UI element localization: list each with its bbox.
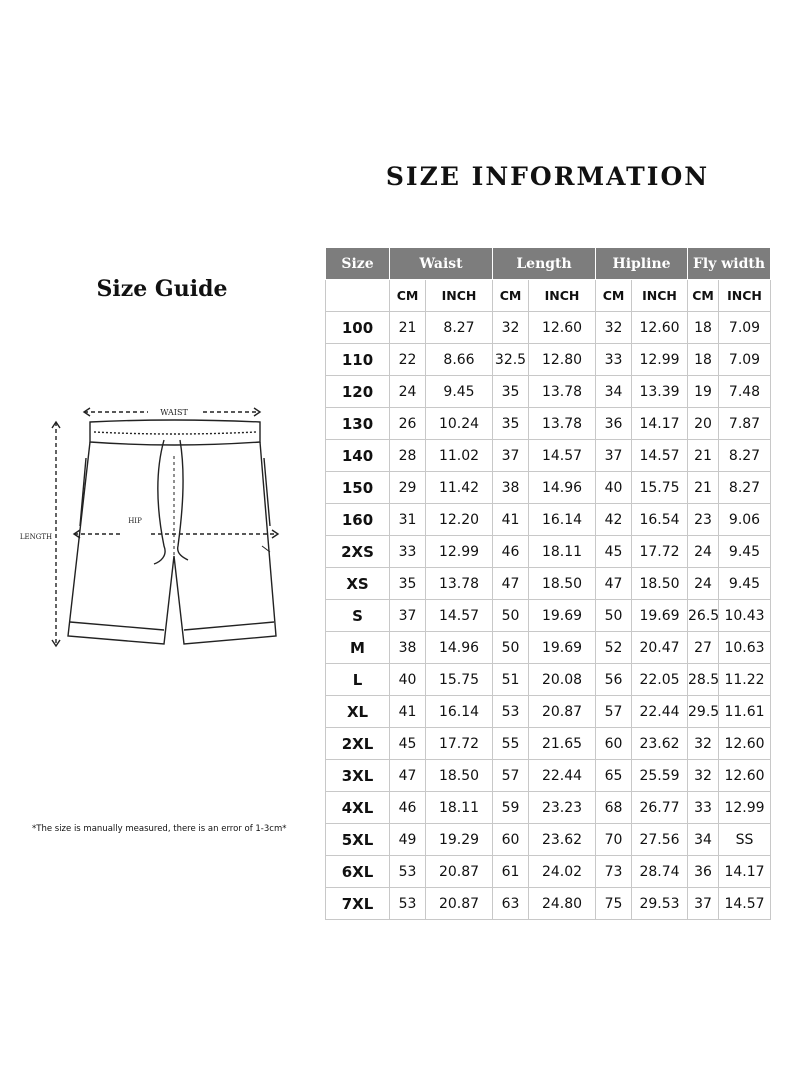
measure-cell: 9.45 <box>426 376 493 408</box>
units-blank-cell <box>326 280 390 312</box>
measure-cell: 12.99 <box>632 344 688 376</box>
measure-cell: 15.75 <box>632 472 688 504</box>
measure-cell: 14.57 <box>426 600 493 632</box>
measure-cell: 17.72 <box>632 536 688 568</box>
size-table <box>325 247 771 920</box>
measure-cell: 35 <box>390 568 426 600</box>
measure-cell: 24 <box>688 568 719 600</box>
measure-cell: 20.87 <box>426 856 493 888</box>
measure-cell: 20.08 <box>529 664 596 696</box>
measure-cell: 24.80 <box>529 888 596 920</box>
size-cell: 130 <box>326 408 390 440</box>
measure-cell: 53 <box>493 696 529 728</box>
measure-cell: 25.59 <box>632 760 688 792</box>
measure-cell: 14.96 <box>529 472 596 504</box>
measure-cell: 13.78 <box>426 568 493 600</box>
size-cell: 2XS <box>326 536 390 568</box>
measure-cell: 42 <box>596 504 632 536</box>
measure-cell: 46 <box>493 536 529 568</box>
measure-cell: 21.65 <box>529 728 596 760</box>
measure-cell: 68 <box>596 792 632 824</box>
measure-cell: 26.77 <box>632 792 688 824</box>
table-row <box>326 504 771 536</box>
table-row <box>326 440 771 472</box>
measure-cell: 24 <box>688 536 719 568</box>
measure-cell: 12.99 <box>719 792 771 824</box>
table-row <box>326 312 771 344</box>
header-waist: Waist <box>390 248 493 280</box>
measure-cell: 12.20 <box>426 504 493 536</box>
measure-cell: 12.80 <box>529 344 596 376</box>
measure-cell: 51 <box>493 664 529 696</box>
measure-cell: 50 <box>493 632 529 664</box>
size-cell: 5XL <box>326 824 390 856</box>
size-cell: 2XL <box>326 728 390 760</box>
measure-cell: 55 <box>493 728 529 760</box>
measure-cell: 18.50 <box>632 568 688 600</box>
table-row <box>326 472 771 504</box>
measure-cell: 21 <box>688 440 719 472</box>
measure-cell: 23 <box>688 504 719 536</box>
measure-cell: 57 <box>596 696 632 728</box>
size-cell: M <box>326 632 390 664</box>
size-table-body <box>326 312 771 920</box>
measure-cell: 18.50 <box>529 568 596 600</box>
measure-cell: 49 <box>390 824 426 856</box>
measure-cell: 9.06 <box>719 504 771 536</box>
measure-cell: 16.14 <box>426 696 493 728</box>
measure-cell: 34 <box>688 824 719 856</box>
measure-cell: 32 <box>596 312 632 344</box>
size-cell: 160 <box>326 504 390 536</box>
measure-cell: 17.72 <box>426 728 493 760</box>
measure-cell: 20.87 <box>426 888 493 920</box>
size-cell: 7XL <box>326 888 390 920</box>
measure-cell: 35 <box>493 376 529 408</box>
size-cell: 120 <box>326 376 390 408</box>
measure-cell: 14.57 <box>632 440 688 472</box>
unit-cell: INCH <box>719 280 771 312</box>
header-length: Length <box>493 248 596 280</box>
measure-cell: 70 <box>596 824 632 856</box>
measure-cell: 47 <box>596 568 632 600</box>
table-row <box>326 888 771 920</box>
measure-cell: 75 <box>596 888 632 920</box>
measure-cell: 9.45 <box>719 568 771 600</box>
measure-cell: 65 <box>596 760 632 792</box>
measure-cell: 29 <box>390 472 426 504</box>
measure-cell: 33 <box>688 792 719 824</box>
table-row <box>326 824 771 856</box>
measure-cell: 23.62 <box>529 824 596 856</box>
measure-cell: 73 <box>596 856 632 888</box>
header-hipline: Hipline <box>596 248 688 280</box>
size-cell: 6XL <box>326 856 390 888</box>
table-row <box>326 696 771 728</box>
measure-cell: 19 <box>688 376 719 408</box>
table-row <box>326 664 771 696</box>
unit-cell: CM <box>390 280 426 312</box>
table-row <box>326 408 771 440</box>
measure-cell: 8.27 <box>426 312 493 344</box>
measure-cell: 14.96 <box>426 632 493 664</box>
measure-cell: 36 <box>596 408 632 440</box>
measure-cell: 28.5 <box>688 664 719 696</box>
measure-cell: 19.29 <box>426 824 493 856</box>
measure-cell: 38 <box>390 632 426 664</box>
measure-cell: 12.60 <box>719 760 771 792</box>
shorts-diagram <box>14 396 304 656</box>
measure-cell: 18.11 <box>426 792 493 824</box>
size-cell: 3XL <box>326 760 390 792</box>
measure-cell: 11.02 <box>426 440 493 472</box>
measure-cell: 10.43 <box>719 600 771 632</box>
measure-cell: 18.50 <box>426 760 493 792</box>
measure-cell: 45 <box>390 728 426 760</box>
measure-cell: 19.69 <box>529 600 596 632</box>
measure-cell: 15.75 <box>426 664 493 696</box>
drawstring <box>154 440 165 564</box>
measure-cell: 13.78 <box>529 408 596 440</box>
measure-cell: 29.5 <box>688 696 719 728</box>
measure-cell: 13.39 <box>632 376 688 408</box>
measure-cell: 12.99 <box>426 536 493 568</box>
measure-cell: 53 <box>390 856 426 888</box>
unit-cell: CM <box>493 280 529 312</box>
measure-cell: 52 <box>596 632 632 664</box>
measure-cell: 22.44 <box>632 696 688 728</box>
header-size: Size <box>326 248 390 280</box>
table-row <box>326 344 771 376</box>
measure-cell: 37 <box>596 440 632 472</box>
measure-cell: 11.22 <box>719 664 771 696</box>
measure-cell: 14.17 <box>632 408 688 440</box>
table-row <box>326 856 771 888</box>
measure-cell: 50 <box>596 600 632 632</box>
unit-cell: INCH <box>426 280 493 312</box>
unit-cell: INCH <box>632 280 688 312</box>
measurement-note: *The size is manually measured, there is an error of 1-3cm* <box>32 824 287 834</box>
header-fly-width: Fly width <box>688 248 771 280</box>
measure-cell: 63 <box>493 888 529 920</box>
measure-cell: 14.57 <box>529 440 596 472</box>
measure-cell: 24 <box>390 376 426 408</box>
measure-cell: 19.69 <box>632 600 688 632</box>
unit-cell: INCH <box>529 280 596 312</box>
measure-cell: 28.74 <box>632 856 688 888</box>
table-row <box>326 728 771 760</box>
measure-cell: 32 <box>688 760 719 792</box>
measure-cell: 12.60 <box>529 312 596 344</box>
measure-cell: 16.14 <box>529 504 596 536</box>
measure-cell: 8.66 <box>426 344 493 376</box>
measure-cell: 21 <box>390 312 426 344</box>
measure-cell: 38 <box>493 472 529 504</box>
measure-cell: 13.78 <box>529 376 596 408</box>
measure-cell: 34 <box>596 376 632 408</box>
measure-cell: 10.24 <box>426 408 493 440</box>
measure-cell: 46 <box>390 792 426 824</box>
table-row <box>326 760 771 792</box>
measure-cell: 40 <box>596 472 632 504</box>
measure-cell: 32.5 <box>493 344 529 376</box>
measure-cell: 22.05 <box>632 664 688 696</box>
measure-cell: 18.11 <box>529 536 596 568</box>
measure-cell: 11.61 <box>719 696 771 728</box>
measure-cell: 36 <box>688 856 719 888</box>
measure-cell: 20.47 <box>632 632 688 664</box>
measure-cell: 28 <box>390 440 426 472</box>
size-cell: S <box>326 600 390 632</box>
measure-cell: 47 <box>493 568 529 600</box>
table-row <box>326 568 771 600</box>
measure-cell: 11.42 <box>426 472 493 504</box>
measure-cell: 14.57 <box>719 888 771 920</box>
measure-cell: 35 <box>493 408 529 440</box>
measure-cell: 45 <box>596 536 632 568</box>
measure-cell: 20.87 <box>529 696 596 728</box>
measure-cell: 22 <box>390 344 426 376</box>
measure-cell: 18 <box>688 312 719 344</box>
measure-cell: 12.60 <box>632 312 688 344</box>
size-cell: 4XL <box>326 792 390 824</box>
measure-cell: 27.56 <box>632 824 688 856</box>
measure-cell: 14.17 <box>719 856 771 888</box>
size-cell: 140 <box>326 440 390 472</box>
measure-cell: 37 <box>390 600 426 632</box>
measure-cell: 60 <box>493 824 529 856</box>
measure-cell: 33 <box>596 344 632 376</box>
size-cell: 100 <box>326 312 390 344</box>
size-cell: 150 <box>326 472 390 504</box>
size-cell: L <box>326 664 390 696</box>
measure-cell: 20 <box>688 408 719 440</box>
measure-cell: 22.44 <box>529 760 596 792</box>
page-title: SIZE INFORMATION <box>385 162 710 191</box>
measure-cell: 24.02 <box>529 856 596 888</box>
measure-cell: 16.54 <box>632 504 688 536</box>
table-row <box>326 632 771 664</box>
size-cell: XS <box>326 568 390 600</box>
length-label: LENGTH <box>19 533 53 541</box>
measure-cell: 18 <box>688 344 719 376</box>
measure-cell: 27 <box>688 632 719 664</box>
measure-cell: 37 <box>688 888 719 920</box>
measure-cell: 29.53 <box>632 888 688 920</box>
size-cell: 110 <box>326 344 390 376</box>
measure-cell: 60 <box>596 728 632 760</box>
measure-cell: 31 <box>390 504 426 536</box>
measure-cell: 53 <box>390 888 426 920</box>
measure-cell: 56 <box>596 664 632 696</box>
units-row <box>326 280 771 312</box>
measure-cell: 33 <box>390 536 426 568</box>
hip-label: HIP <box>128 517 142 525</box>
measure-cell: 23.62 <box>632 728 688 760</box>
measure-cell: 19.69 <box>529 632 596 664</box>
measure-cell: 8.27 <box>719 440 771 472</box>
waist-label: WAIST <box>160 408 188 417</box>
size-guide-title: Size Guide <box>96 276 228 302</box>
measure-cell: 7.09 <box>719 344 771 376</box>
measure-cell: 10.63 <box>719 632 771 664</box>
table-row <box>326 536 771 568</box>
measure-cell: 23.23 <box>529 792 596 824</box>
measure-cell: SS <box>719 824 771 856</box>
measure-cell: 9.45 <box>719 536 771 568</box>
measure-cell: 41 <box>390 696 426 728</box>
measure-cell: 12.60 <box>719 728 771 760</box>
measure-cell: 7.09 <box>719 312 771 344</box>
size-cell: XL <box>326 696 390 728</box>
header-row <box>326 248 771 280</box>
table-row <box>326 376 771 408</box>
measure-cell: 61 <box>493 856 529 888</box>
measure-cell: 26 <box>390 408 426 440</box>
measure-cell: 7.87 <box>719 408 771 440</box>
measure-cell: 47 <box>390 760 426 792</box>
unit-cell: CM <box>688 280 719 312</box>
measure-cell: 8.27 <box>719 472 771 504</box>
table-row <box>326 792 771 824</box>
measure-cell: 50 <box>493 600 529 632</box>
measure-cell: 32 <box>688 728 719 760</box>
table-row <box>326 600 771 632</box>
measure-cell: 32 <box>493 312 529 344</box>
measure-cell: 57 <box>493 760 529 792</box>
measure-cell: 37 <box>493 440 529 472</box>
shorts-outline <box>68 442 276 644</box>
measure-cell: 40 <box>390 664 426 696</box>
unit-cell: CM <box>596 280 632 312</box>
measure-cell: 7.48 <box>719 376 771 408</box>
measure-cell: 21 <box>688 472 719 504</box>
measure-cell: 59 <box>493 792 529 824</box>
measure-cell: 41 <box>493 504 529 536</box>
measure-cell: 26.5 <box>688 600 719 632</box>
